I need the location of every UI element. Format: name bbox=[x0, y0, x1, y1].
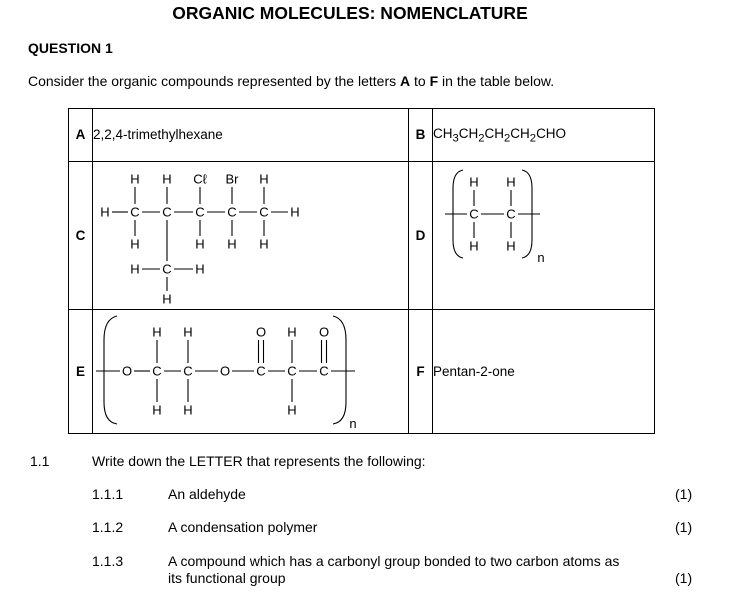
q-1-1-3-number: 1.1.3 bbox=[92, 553, 124, 569]
hydrogen-atom: H bbox=[162, 171, 172, 187]
hydrogen-atom: H bbox=[183, 324, 193, 340]
hydrogen-atom: H bbox=[152, 324, 162, 340]
hydrogen-atom: H bbox=[290, 204, 300, 220]
q-1-1-number: 1.1 bbox=[30, 453, 50, 469]
q-1-1-1-number: 1.1.1 bbox=[92, 486, 124, 502]
hydrogen-atom: H bbox=[287, 402, 297, 418]
q-1-1-3-marks: (1) bbox=[675, 570, 693, 586]
hydrogen-atom: H bbox=[130, 171, 140, 187]
compound-e-diagram bbox=[93, 310, 409, 432]
carbon-atom: C bbox=[256, 363, 266, 379]
intro-text bbox=[28, 73, 554, 89]
hydrogen-atom: H bbox=[259, 171, 269, 187]
hydrogen-atom: H bbox=[183, 402, 193, 418]
compound-f-name: Pentan-2-one bbox=[433, 310, 655, 434]
q-1-1-3-text-line1: A compound which has a carbonyl group bonded to two carbon atoms as bbox=[168, 553, 620, 569]
compound-a-name: 2,2,4-trimethylhexane bbox=[93, 109, 409, 162]
repeat-subscript-n: n bbox=[349, 416, 357, 432]
q-1-1-2-number: 1.1.2 bbox=[92, 519, 124, 535]
cell-label-d: D bbox=[409, 161, 433, 309]
cell-label-f: F bbox=[409, 310, 433, 434]
oxygen-atom: O bbox=[121, 363, 133, 379]
hydrogen-atom: H bbox=[469, 238, 479, 254]
chlorine-atom: Cℓ bbox=[193, 171, 207, 187]
q-1-1-prompt: Write down the LETTER that represents the following: bbox=[92, 453, 426, 469]
cell-label-b: B bbox=[409, 109, 433, 162]
intro-middle: to bbox=[410, 73, 430, 89]
cell-label-a: A bbox=[69, 109, 93, 162]
intro-after: in the table below. bbox=[438, 73, 555, 89]
hydrogen-atom: H bbox=[195, 236, 205, 252]
right-bracket bbox=[333, 316, 346, 424]
carbon-atom: C bbox=[319, 363, 329, 379]
bromine-atom: Br bbox=[225, 171, 239, 187]
carbon-atom: C bbox=[259, 204, 269, 220]
hydrogen-atom: H bbox=[469, 174, 479, 190]
table-row bbox=[69, 109, 655, 162]
compound-c-structure bbox=[93, 161, 409, 309]
table-row bbox=[69, 161, 655, 309]
left-bracket bbox=[104, 316, 117, 424]
carbon-atom: C bbox=[506, 206, 516, 222]
hydrogen-atom: H bbox=[152, 402, 162, 418]
cell-label-e: E bbox=[69, 310, 93, 434]
carbon-atom: C bbox=[469, 206, 479, 222]
compound-b-formula: $CH_3CH_2CH_2CH_2CHO$ bbox=[433, 109, 655, 162]
carbon-atom: C bbox=[287, 363, 297, 379]
compound-d-diagram bbox=[433, 162, 655, 308]
q-1-1-3-text-line2: its functional group bbox=[168, 570, 286, 586]
compound-c-diagram bbox=[93, 162, 409, 308]
compounds-table bbox=[68, 108, 655, 434]
oxygen-atom: O bbox=[255, 324, 267, 340]
intro-letter-f: F bbox=[429, 73, 439, 89]
carbon-atom: C bbox=[162, 204, 172, 220]
carbon-atom: C bbox=[130, 204, 140, 220]
hydrogen-atom: H bbox=[130, 261, 140, 277]
carbon-atom: C bbox=[152, 363, 162, 379]
oxygen-atom: O bbox=[219, 363, 231, 379]
carbon-atom: C bbox=[162, 261, 172, 277]
intro-before: Consider the organic compounds represented by the letters bbox=[28, 73, 400, 89]
hydrogen-atom: H bbox=[259, 236, 269, 252]
carbon-atom: C bbox=[183, 363, 193, 379]
compound-e-structure bbox=[93, 310, 409, 434]
question-heading: QUESTION 1 bbox=[28, 40, 113, 56]
table-row bbox=[69, 310, 655, 434]
hydrogen-atom: H bbox=[506, 238, 516, 254]
hydrogen-atom: H bbox=[195, 261, 205, 277]
carbon-atom: C bbox=[227, 204, 237, 220]
carbon-atom: C bbox=[195, 204, 205, 220]
q-1-1-1-marks: (1) bbox=[675, 486, 693, 502]
cell-label-c: C bbox=[69, 161, 93, 309]
q-1-1-2-marks: (1) bbox=[675, 519, 693, 535]
hydrogen-atom: H bbox=[506, 174, 516, 190]
compound-d-structure bbox=[433, 161, 655, 309]
hydrogen-atom: H bbox=[130, 236, 140, 252]
hydrogen-atom: H bbox=[162, 291, 172, 307]
hydrogen-atom: H bbox=[227, 236, 237, 252]
oxygen-atom: O bbox=[318, 324, 330, 340]
hydrogen-atom: H bbox=[100, 204, 110, 220]
page-title: ORGANIC MOLECULES: NOMENCLATURE bbox=[172, 3, 528, 23]
hydrogen-atom: H bbox=[287, 324, 297, 340]
q-1-1-1-text: An aldehyde bbox=[168, 486, 246, 502]
intro-letter-a: A bbox=[400, 73, 411, 89]
q-1-1-2-text: A condensation polymer bbox=[168, 519, 318, 535]
repeat-subscript-n: n bbox=[537, 249, 545, 265]
